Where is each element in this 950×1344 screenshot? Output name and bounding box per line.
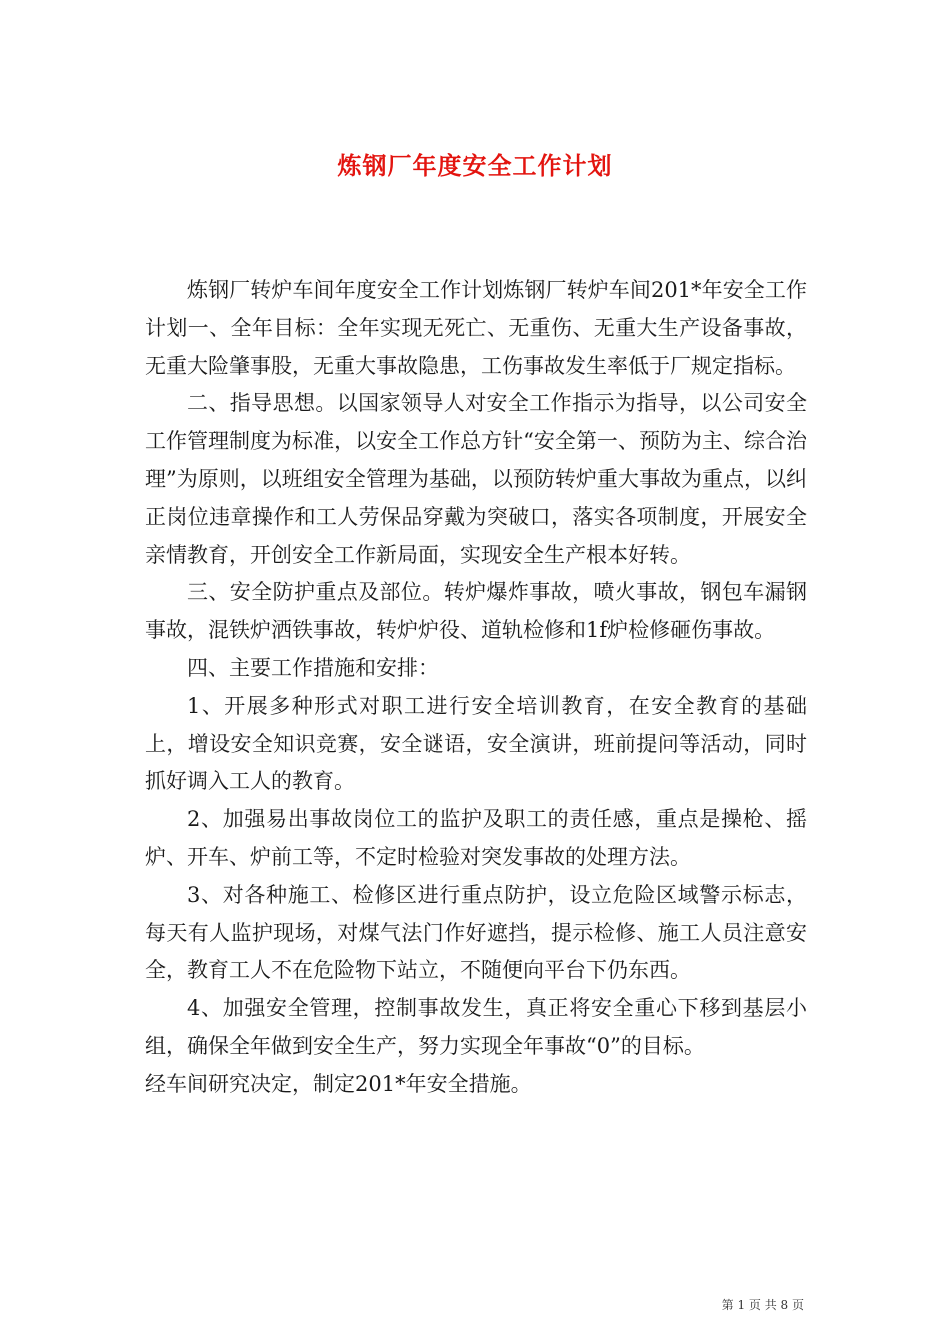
paragraph-measure-1: 1、开展多种形式对职工进行安全培训教育，在安全教育的基础上，增设安全知识竞赛，安全谜语，安全演讲，班前提问等活动，同时抓好调入工人的教育。 [145,693,807,794]
paragraph-key-points: 三、安全防护重点及部位。转炉爆炸事故，喷火事故，钢包车漏钢事故，混铁炉洒铁事故，转炉炉役、道轨检修和1f炉检修砸伤事故。 [145,580,807,643]
paragraph-measures-heading: 四、主要工作措施和安排： [187,655,439,680]
paragraph-measure-3: 3、对各种施工、检修区进行重点防护，设立危险区域警示标志，每天有人监护现场，对煤气法门作好遮挡，提示检修、施工人员注意安全，教育工人不在危险物下站立，不随便向平台下仍东西。 [145,882,807,983]
paragraph-guiding-thought: 二、指导思想。以国家领导人对安全工作指示为指导，以公司安全工作管理制度为标准，以安全工作总方针“安全第一、预防为主、综合治理”为原则，以班组安全管理为基础，以预防转炉重大事故为重点，以纠正岗位违章操作和工人劳保品穿戴为突破口，落实各项制度，开展安全亲情教育，开创安全工作新局面，实现安全生产根本好转。 [145,391,807,567]
paragraph-measure-4: 4、加强安全管理，控制事故发生，真正将安全重心下移到基层小组，确保全年做到安全生产，努力实现全年事故“0”的目标。 [145,996,807,1058]
paragraph-measure-2: 2、加强易出事故岗位工的监护及职工的责任感，重点是操枪、摇炉、开车、炉前工等，不定时检验对突发事故的处理方法。 [145,807,807,869]
paragraph-conclusion: 经车间研究决定，制定201*年安全措施。 [145,1071,532,1096]
paragraph-goal: 炼钢厂转炉车间年度安全工作计划炼钢厂转炉车间201*年安全工作计划一、全年目标：全年实现无死亡、无重伤、无重大生产设备事故，无重大险肇事股，无重大事故隐患，工伤事故发生率低于厂规定指标。 [145,278,807,378]
document-body [145,272,807,1104]
page-number: 第 1 页 共 8 页 [721,1298,804,1312]
document-title: 炼钢厂年度安全工作计划 [337,151,613,181]
